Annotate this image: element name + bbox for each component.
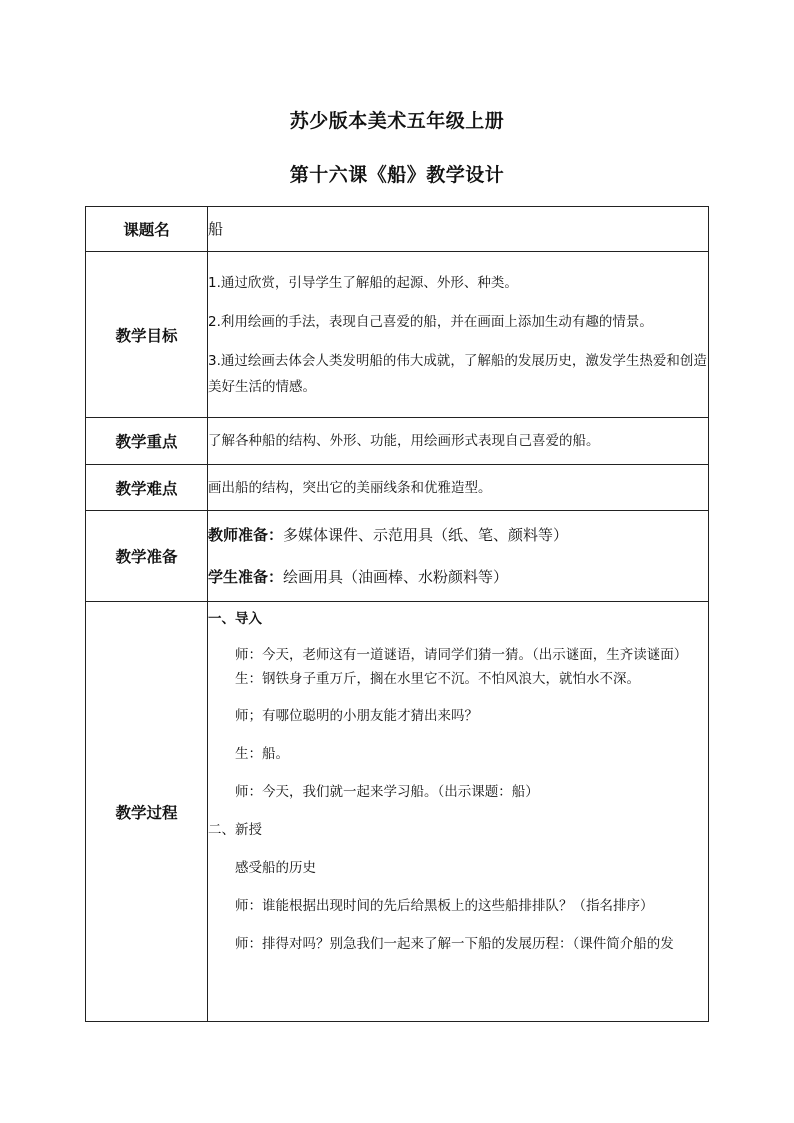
document-title: 苏少版本美术五年级上册: [289, 110, 505, 132]
value-topic: 船: [208, 207, 709, 252]
row-goals: [86, 252, 709, 418]
value-goals: [208, 252, 709, 418]
teacher-prep-value: 多媒体课件、示范用具（纸、笔、颜料等）: [283, 526, 569, 544]
process-line-3: 师；有哪位聪明的小朋友能才猜出来吗？: [235, 708, 478, 724]
process-line-5: 师：今天，我们就一起来学习船。（出示课题：船）: [235, 784, 539, 800]
process-line-9: 师：排得对吗？别急我们一起来了解一下船的发展历程：（课件简介船的发: [235, 936, 674, 952]
value-prep: [208, 511, 709, 602]
value-difficulty: 画出船的结构，突出它的美丽线条和优雅造型。: [208, 465, 709, 511]
process-line-6: 二、新授: [208, 822, 262, 838]
row-process: [86, 602, 709, 1022]
label-difficulty: 教学难点: [86, 465, 208, 511]
label-key: 教学重点: [86, 418, 208, 465]
row-prep: [86, 511, 709, 602]
process-line-4: 生：船。: [235, 746, 289, 762]
row-key: [86, 418, 709, 465]
goal-item-1: 1.通过欣赏，引导学生了解船的起源、外形、种类。: [208, 274, 518, 291]
process-line-1: 一、导入: [208, 611, 262, 627]
goal-item-2: 2.利用绘画的手法，表现自己喜爱的船，并在画面上添加生动有趣的情景。: [208, 313, 653, 330]
label-goals: 教学目标: [86, 252, 208, 418]
student-prep-value: 绘画用具（油画棒、水粉颜料等）: [283, 568, 509, 586]
row-difficulty: [86, 465, 709, 511]
teacher-prep: [208, 523, 708, 547]
value-key: 了解各种船的结构、外形、功能，用绘画形式表现自己喜爱的船。: [208, 418, 709, 465]
process-line-8: 师：谁能根据出现时间的先后给黑板上的这些船排排队？（指名排序）: [235, 898, 654, 914]
student-prep: [208, 565, 708, 589]
teacher-prep-label: 教师准备：: [208, 526, 284, 544]
lesson-title: 第十六课《船》教学设计: [289, 164, 505, 186]
label-prep: 教学准备: [86, 511, 208, 602]
lesson-plan-table: [85, 206, 709, 1022]
row-topic: [86, 207, 709, 252]
process-line-2: 师：今天，老师这有一道谜语，请同学们猜一猜。（出示谜面，生齐读谜面）生：钢铁身子重万斤，搁在水里它不沉。不怕风浪大，就怕水不深。: [235, 647, 688, 687]
label-topic: 课题名: [86, 207, 208, 252]
goal-item-3: 3.通过绘画去体会人类发明船的伟大成就，了解船的发展历史，激发学生热爱和创造美好生活的情感。: [208, 352, 707, 395]
label-process: 教学过程: [86, 602, 208, 1022]
process-line-7: 感受船的历史: [235, 860, 316, 876]
value-process: [208, 602, 709, 1022]
student-prep-label: 学生准备：: [208, 568, 284, 586]
